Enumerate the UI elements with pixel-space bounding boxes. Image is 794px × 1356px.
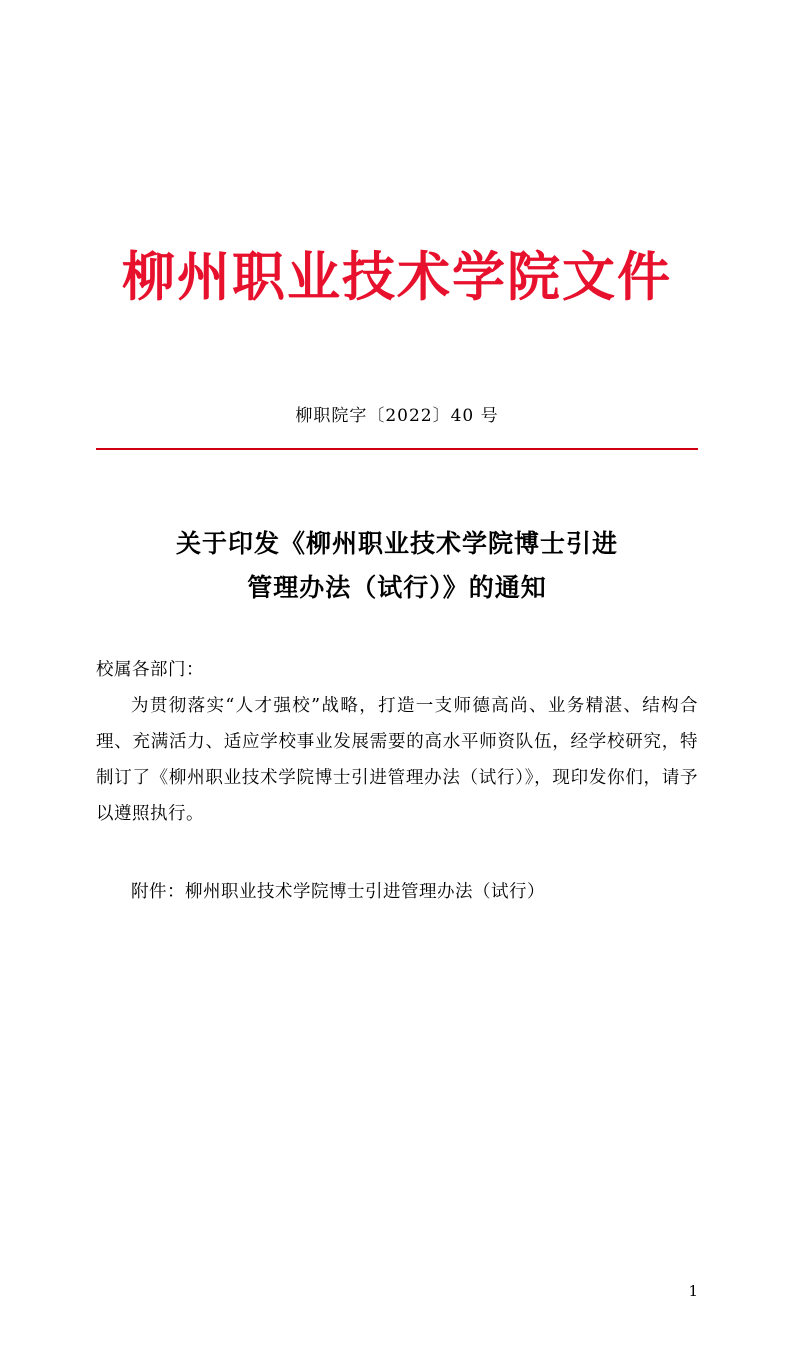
body-paragraph-1: 为贯彻落实“人才强校”战略，打造一支师德高尚、业务精湛、结构合理、充满活力、适应学校事业发展需要的高水平师资队伍，经学校研究，特制订了《柳州职业技术学院博士引进管理办法（试行）》，现印发你们，请予以遵照执行。 <box>96 696 698 824</box>
red-divider-rule <box>96 448 698 450</box>
document-body <box>96 653 698 910</box>
document-page <box>0 248 794 1356</box>
page-number: 1 <box>688 1282 698 1300</box>
salutation: 校属各部门： <box>96 660 204 681</box>
page-title <box>96 522 698 610</box>
masthead-title: 柳州职业技术学院文件 <box>122 247 672 308</box>
attachment-line: 附件：柳州职业技术学院博士引进管理办法（试行） <box>131 881 545 902</box>
document-number: 柳职院字〔2022〕40 号 <box>295 405 499 426</box>
page-title-line-2: 管理办法（试行）》的通知 <box>247 572 547 602</box>
page-title-line-1: 关于印发《柳州职业技术学院博士引进 <box>175 528 618 558</box>
